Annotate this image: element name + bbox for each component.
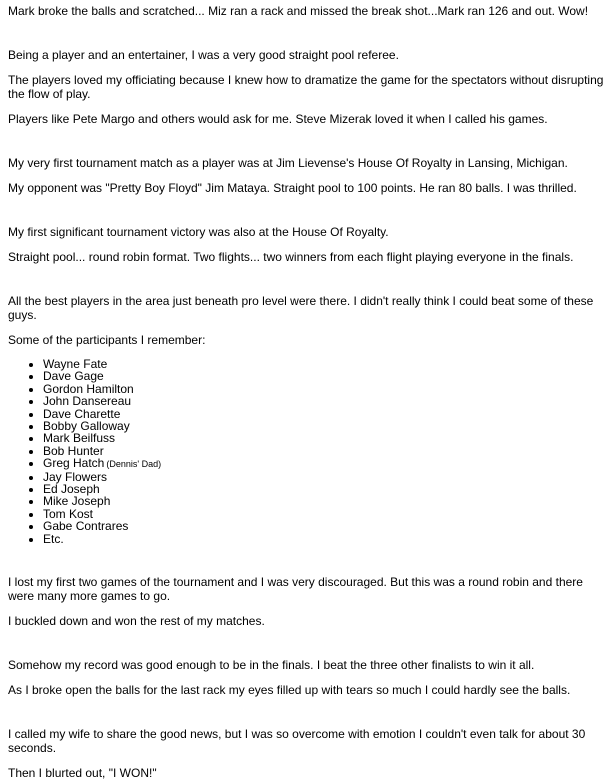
participant-name: Gabe Contrares xyxy=(43,519,129,534)
paragraph: My opponent was "Pretty Boy Floyd" Jim Mataya. Straight pool to 100 points. He ran 80 balls. I was thrilled. xyxy=(8,181,577,195)
list-item xyxy=(43,432,608,444)
participant-name: Ed Joseph xyxy=(43,482,100,497)
paragraph: Mark broke the balls and scratched... Miz ran a rack and missed the break shot...Mark ran 126 and out. Wow! xyxy=(8,4,589,18)
paragraph: Then I blurted out, "I WON!" xyxy=(8,766,157,780)
list-item xyxy=(43,420,608,432)
section-celebration xyxy=(8,727,608,780)
paragraph: Straight pool... round robin format. Two flights... two winners from each flight playing everyone in the finals. xyxy=(8,250,574,264)
list-item xyxy=(43,358,608,370)
section-divider xyxy=(8,708,608,727)
list-item xyxy=(43,395,608,407)
participant-name: Mark Beilfuss xyxy=(43,431,116,446)
section-comeback xyxy=(8,575,608,628)
participants-list xyxy=(8,358,608,545)
list-item xyxy=(43,495,608,507)
section-divider xyxy=(8,29,608,48)
paragraph: I buckled down and won the rest of my matches. xyxy=(8,614,265,629)
section-divider xyxy=(8,639,608,658)
section-first-match xyxy=(8,156,608,195)
paragraph: The players loved my officiating because I knew how to dramatize the game for the spectators without disrupting the flow of play. xyxy=(8,73,604,101)
paragraph: Somehow my record was good enough to be in the finals. I beat the three other finalists to win it all. xyxy=(8,658,535,673)
paragraph: All the best players in the area just beneath pro level were there. I didn't really think I could beat some of these guys. xyxy=(8,294,594,322)
section-divider xyxy=(8,275,608,294)
list-item xyxy=(43,533,608,545)
section-referee xyxy=(8,48,608,126)
participant-name: Bobby Galloway xyxy=(43,419,130,434)
participant-name: Gordon Hamilton xyxy=(43,381,134,396)
paragraph: Being a player and an entertainer, I was a very good straight pool referee. xyxy=(8,48,399,62)
participant-name: Dave Gage xyxy=(43,369,104,384)
list-item xyxy=(43,457,608,470)
list-item xyxy=(43,445,608,457)
participant-name: Bob Hunter xyxy=(43,443,104,458)
paragraph: My first significant tournament victory was also at the House Of Royalty. xyxy=(8,225,389,239)
section-first-victory xyxy=(8,225,608,264)
participant-name: John Dansereau xyxy=(43,394,132,409)
participant-name: Greg Hatch xyxy=(43,456,105,471)
participant-name: Tom Kost xyxy=(43,506,94,521)
participant-name: Dave Charette xyxy=(43,406,121,421)
section-divider xyxy=(8,137,608,156)
participant-name: Jay Flowers xyxy=(43,469,108,484)
participant-note: (Dennis' Dad) xyxy=(106,459,162,470)
section-participants xyxy=(8,294,608,545)
list-item xyxy=(43,520,608,532)
participant-name: Mike Joseph xyxy=(43,494,111,509)
paragraph: As I broke open the balls for the last rack my eyes filled up with tears so much I could hardly see the balls. xyxy=(8,683,571,698)
section-divider xyxy=(8,206,608,225)
paragraph: My very first tournament match as a player was at Jim Lievense's House Of Royalty in Lansing, Michigan. xyxy=(8,156,568,170)
paragraph: I called my wife to share the good news, but I was so overcome with emotion I couldn't even talk for about 30 seconds. xyxy=(8,727,586,756)
section-divider xyxy=(8,556,608,575)
paragraph: Some of the participants I remember: xyxy=(8,333,206,347)
section-intro xyxy=(8,4,608,18)
list-item xyxy=(43,471,608,483)
paragraph: Players like Pete Margo and others would ask for me. Steve Mizerak loved it when I called his games. xyxy=(8,112,548,126)
list-item xyxy=(43,483,608,495)
participant-name: Etc. xyxy=(43,531,64,546)
section-finals xyxy=(8,658,608,697)
participant-name: Wayne Fate xyxy=(43,357,108,371)
paragraph: I lost my first two games of the tournament and I was very discouraged. But this was a round robin and there were many more games to go. xyxy=(8,575,583,604)
post-content xyxy=(8,4,608,780)
